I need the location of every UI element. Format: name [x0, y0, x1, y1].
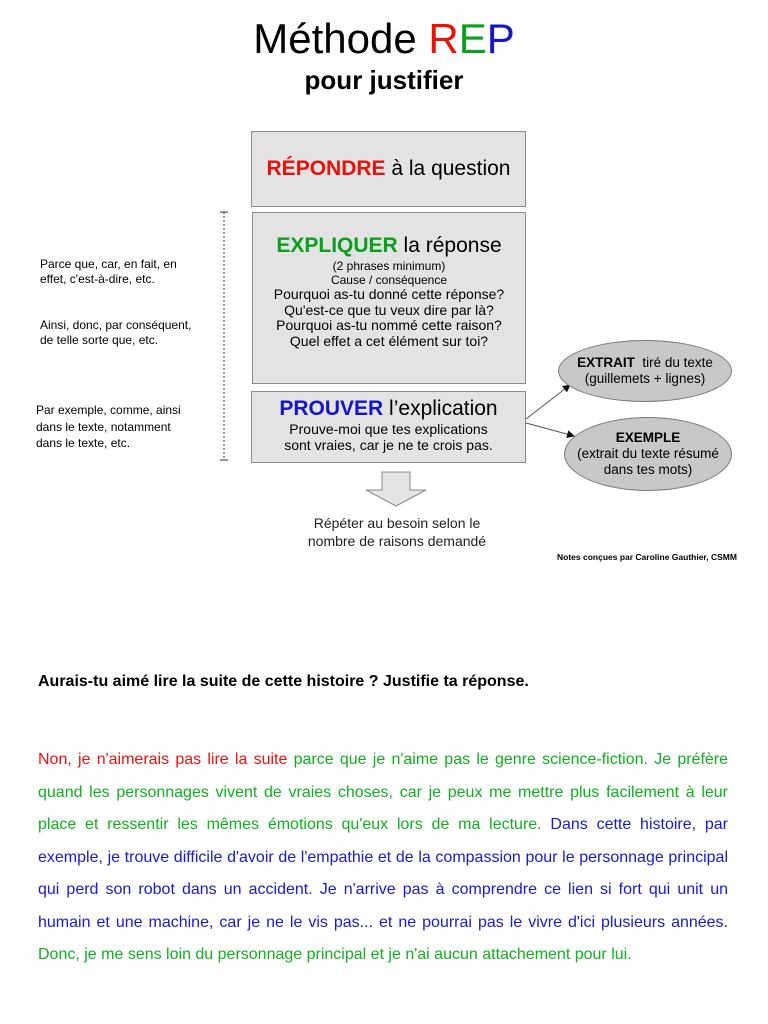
title-letter-e: E [458, 15, 487, 62]
expliquer-line: (2 phrases minimum) [332, 259, 446, 273]
repondre-heading [267, 156, 511, 182]
side-note-preuve [36, 402, 181, 452]
answer-paragraph [38, 744, 728, 972]
extrait-line-2: (guillemets + lignes) [584, 371, 706, 386]
answer-explanation: parce que je n'aime pas le genre science-fiction. Je préfère quand les personnages vivent de vraies choses, car je peux me mettre plus facilement à leur place et ressentir les mêmes émotions qu'eux lors de ma lecture. [38, 751, 729, 833]
expliquer-keyword: EXPLIQUER [276, 234, 398, 257]
title-letter-p: P [486, 15, 515, 62]
side-note-explication-2 [40, 318, 191, 348]
page-subtitle: pour justifier [304, 65, 464, 95]
prouver-rest: l’explication [383, 397, 498, 420]
prouver-line: Prouve-moi que tes explications [289, 421, 488, 437]
expliquer-rest: la réponse [397, 234, 502, 257]
exemple-keyword: EXEMPLE [615, 430, 681, 445]
extrait-rest: tiré du texte [634, 355, 713, 370]
side-note-line: Ainsi, donc, par conséquent, [40, 318, 192, 332]
side-note-line: de telle sorte que, etc. [40, 333, 159, 347]
expliquer-box [252, 212, 526, 384]
title-text: Méthode [253, 15, 429, 62]
exemple-line-3: dans tes mots) [603, 462, 693, 477]
expliquer-line: Pourquoi as-tu nommé cette raison? [276, 317, 502, 333]
answer-response: Non, je n'aimerais pas lire la suite [38, 751, 288, 768]
credit-note: Notes conçues par Caroline Gauthier, CSMM [557, 552, 737, 562]
expliquer-line: Cause / conséquence [330, 273, 448, 287]
question-heading: Aurais-tu aimé lire la suite de cette histoire ? Justifie ta réponse. [38, 673, 529, 690]
down-arrow-icon [364, 471, 428, 507]
title-letter-r: R [428, 15, 459, 62]
answer-conclusion: Donc, je me sens loin du personnage principal et je n'ai aucun attachement pour lui. [38, 946, 632, 963]
repondre-keyword: RÉPONDRE [266, 157, 386, 180]
side-note-line: effet, c'est-à-dire, etc. [40, 272, 155, 286]
side-note-line: dans le texte, notamment [36, 419, 171, 434]
side-note-explication-1 [40, 257, 177, 287]
prouver-heading [252, 396, 525, 422]
expliquer-heading [253, 233, 525, 259]
repeat-note [280, 514, 514, 550]
exemple-ellipse [564, 417, 732, 491]
repondre-box [251, 131, 526, 207]
answer-proof: Dans cette histoire, par exemple, je trouve difficile d'avoir de l'empathie et de la compassion pour le personnage principal qui perd son robot dans un accident. Je n'arrive pas à comprendre ce lien si fort qui unit un humain et une machine, car je ne le vis pas... et ne pourrai pas le vivre d'ici plusieurs années. [38, 816, 729, 931]
exemple-line-2: (extrait du texte résumé [577, 446, 719, 461]
expliquer-line: Pourquoi as-tu donné cette réponse? [273, 286, 505, 302]
expliquer-line: Quel effet a cet élément sur toi? [289, 332, 489, 349]
side-bracket [218, 210, 230, 462]
prouver-line: sont vraies, car je ne te crois pas. [284, 436, 493, 453]
side-note-line: Par exemple, comme, ainsi [36, 403, 181, 417]
extrait-line-1 [577, 355, 713, 371]
extrait-keyword: EXTRAIT [577, 355, 635, 370]
side-note-line: dans le texte, etc. [36, 436, 131, 450]
prouver-box [251, 391, 526, 463]
extrait-ellipse [558, 340, 732, 402]
expliquer-line: Qu'est-ce que tu veux dire par là? [284, 301, 494, 318]
repeat-note-line: nombre de raisons demandé [307, 533, 487, 549]
repeat-note-line: Répéter au besoin selon le [313, 515, 481, 531]
prouver-keyword: PROUVER [279, 397, 384, 420]
repondre-rest: à la question [385, 157, 511, 180]
side-note-line: Parce que, car, en fait, en [40, 257, 177, 271]
